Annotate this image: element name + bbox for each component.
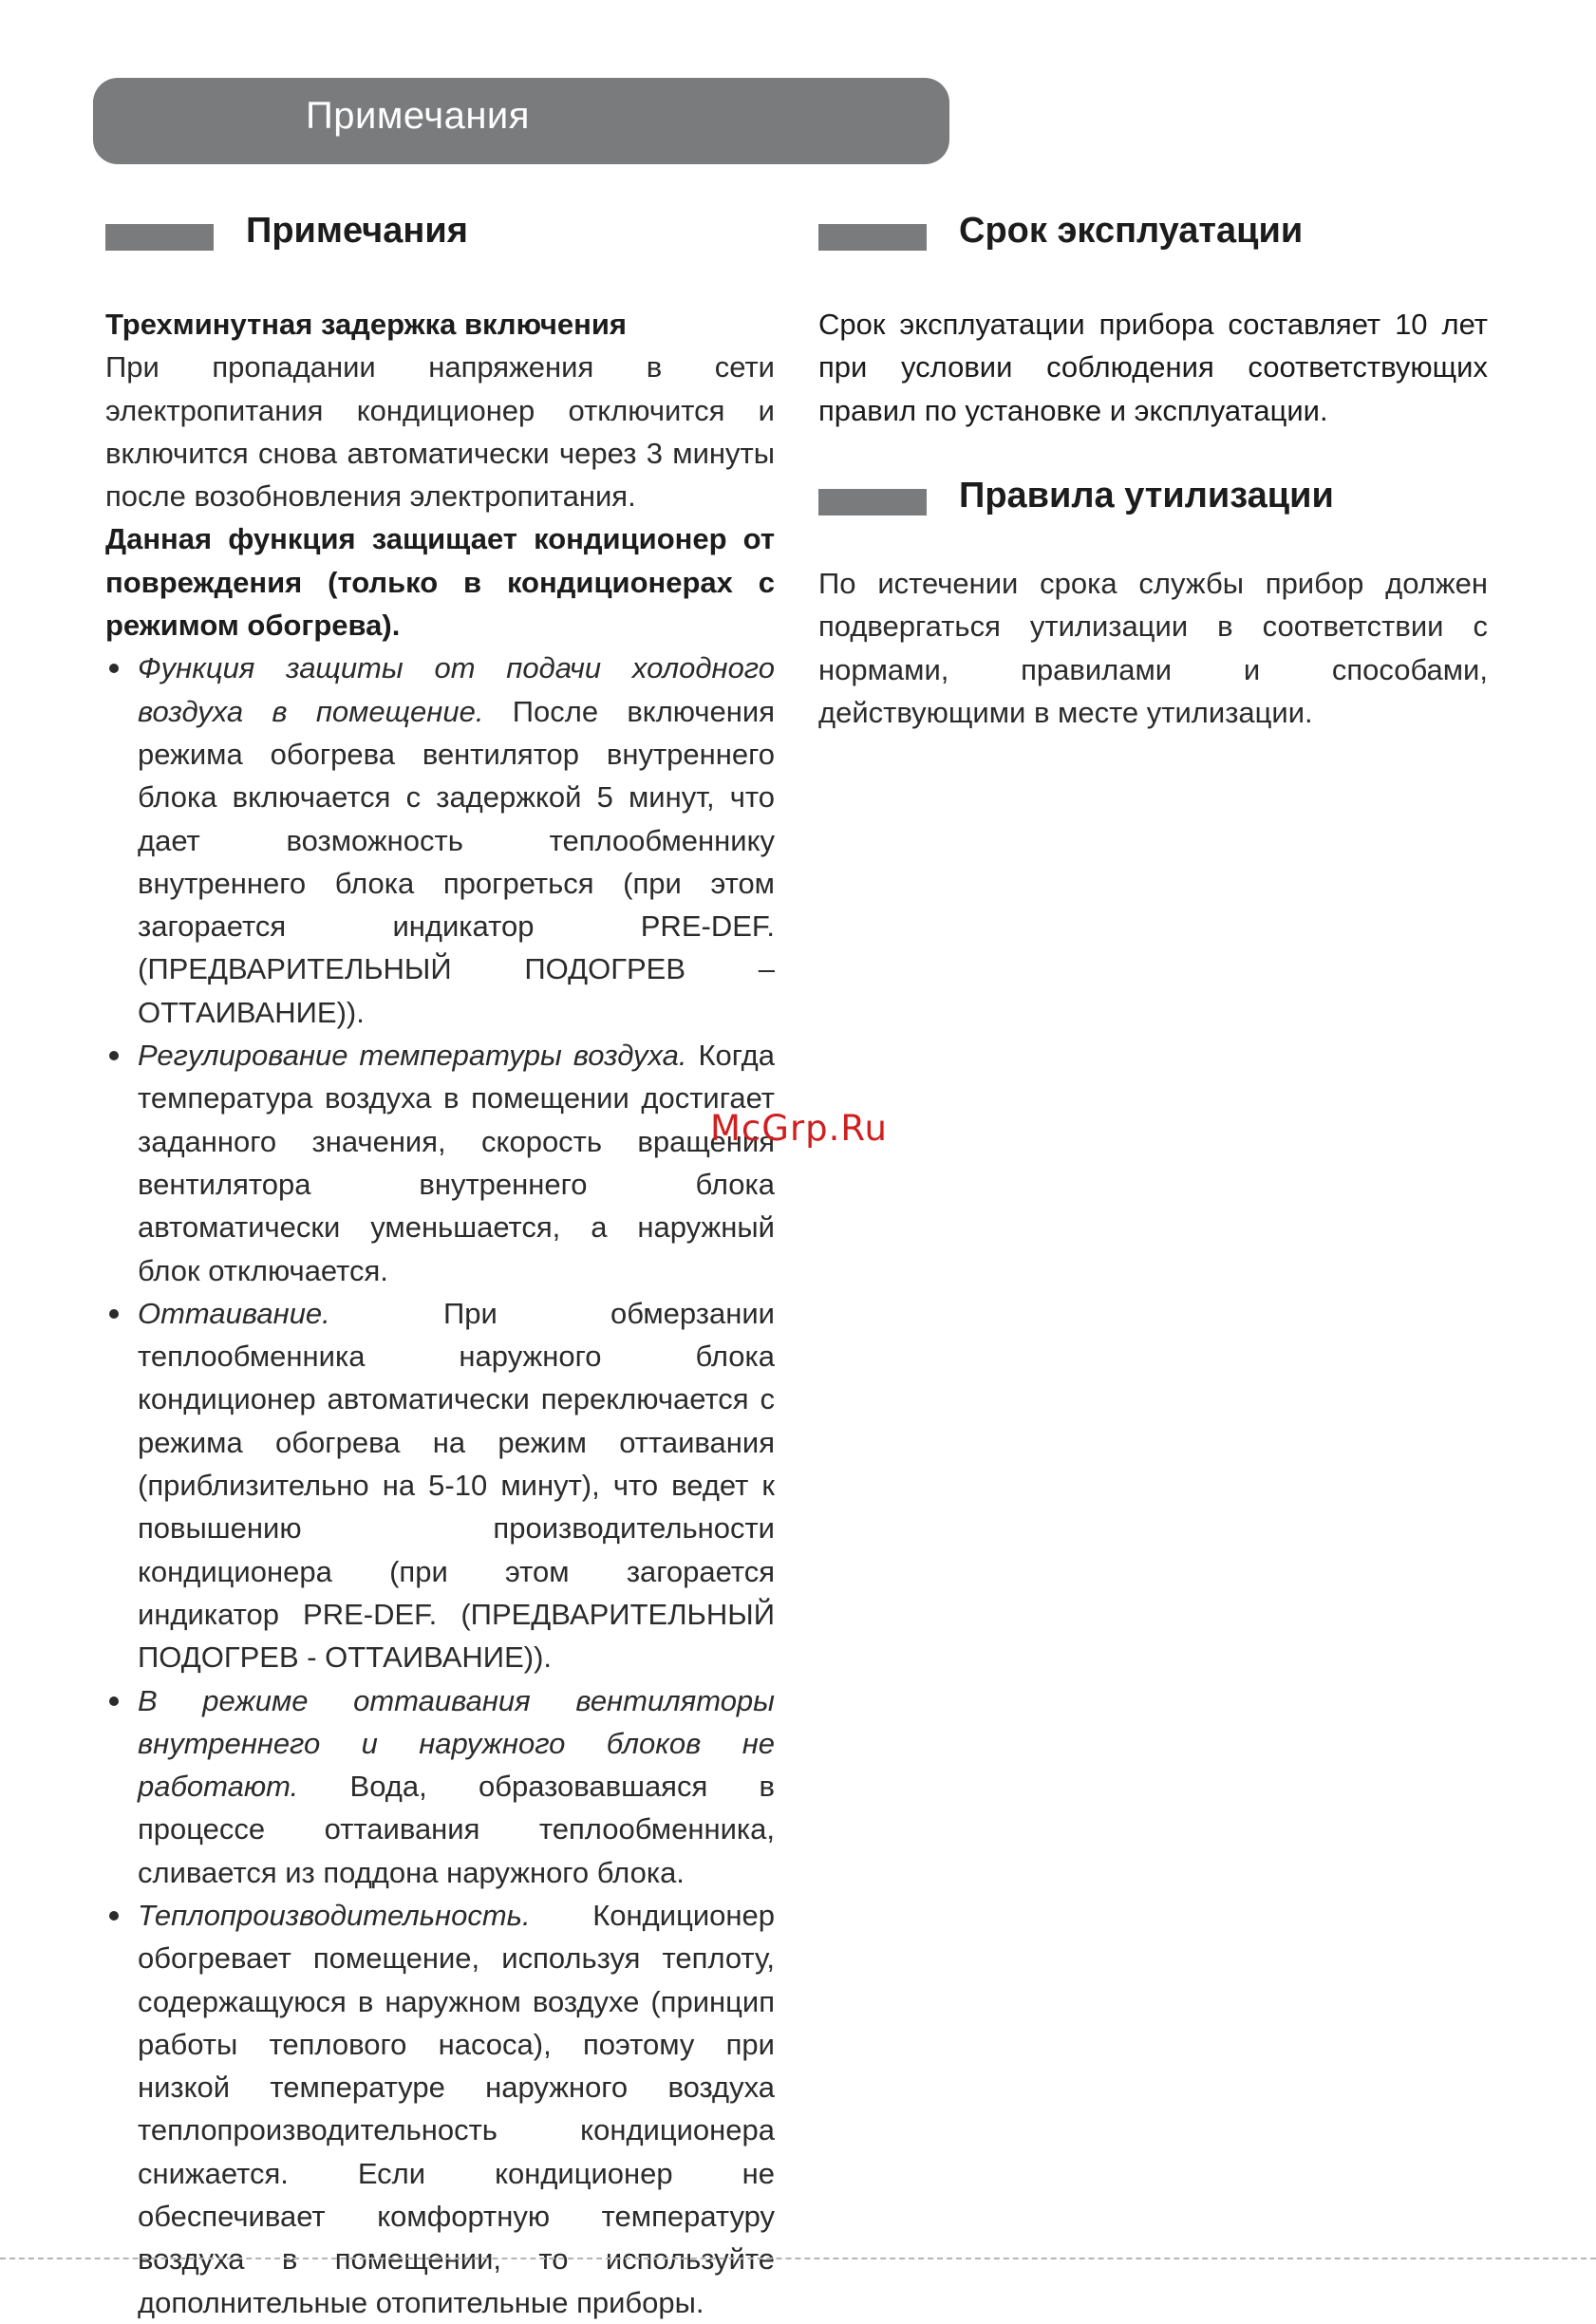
bullet-lead: Регулирование температуры воздуха. xyxy=(138,1039,687,1073)
section-heading-disposal xyxy=(818,476,1483,523)
list-item xyxy=(105,1292,775,1679)
heading-bar xyxy=(818,224,927,251)
heading-label: Срок эксплуатации xyxy=(959,211,1304,251)
list-item xyxy=(105,647,775,1034)
bullet-text: При обмерзании теплообменника наружного блока кондиционер автоматически переключается с режима обогрева на режим оттаивания (приблизительно на 5-10 минут), что ведет к повышению производительности кондиционера (при этом загорается индикатор PRE-DEF. (ПРЕДВАРИТЕЛЬНЫЙ ПОДОГРЕВ - ОТТАИВАНИЕ)). xyxy=(138,1296,775,1675)
bullet-text: После включения режима обогрева вентилятор внутреннего блока включается с задержкой 5 минут, что дает возможность теплообменнику внутреннего блока прогреться (при этом загорается индикатор PRE-DEF. (ПРЕДВАРИТЕЛЬНЫЙ ПОДОГРЕВ – ОТТАИВАНИЕ)). xyxy=(138,694,775,1029)
bold-note: Данная функция защищает кондиционер от повреждения (только в кондиционерах с режимом обогрева). xyxy=(105,522,775,643)
list-item xyxy=(105,1894,775,2324)
subheading-delay: Трехминутная задержка включения xyxy=(105,308,628,341)
service-life-paragraph: Срок эксплуатации прибора составляет 10 лет при условии соблюдения соответствующих правил по установке и эксплуатации. xyxy=(818,308,1488,427)
list-item xyxy=(105,1034,775,1292)
bullet-lead: В режиме оттаивания вентиляторы внутреннего и наружного блоков не работают. xyxy=(138,1683,775,1804)
section-heading-notes xyxy=(105,211,770,258)
intro-paragraph: При пропадании напряжения в сети электропитания кондиционер отключится и включится снова автоматически через 3 минуты после возобновления электропитания. xyxy=(105,350,775,514)
bullet-lead: Оттаивание. xyxy=(138,1296,330,1330)
disposal-paragraph: По истечении срока службы прибор должен подвергаться утилизации в соответствии с нормами, правилами и способами, действующими в месте утилизации. xyxy=(818,567,1488,729)
bullet-lead: Теплопроизводительность. xyxy=(138,1898,531,1932)
bullet-text: Вода, образовавшаяся в процессе оттаивания теплообменника, сливается из поддона наружного блока. xyxy=(138,1770,775,1889)
service-life-text xyxy=(818,303,1488,432)
bullet-text: Кондиционер обогревает помещение, используя теплоту, содержащуюся в наружном воздухе (принцип работы теплового насоса), поэтому при низкой температуре наружного воздуха теплопроизводительность кондиционера снижается. Если кондиционер не обеспечивает комфортную температуру воздуха в помещении, то используйте дополнительные отопительные приборы. xyxy=(138,1898,775,2319)
watermark: McGrp.Ru xyxy=(710,1108,888,1149)
header-banner xyxy=(93,78,949,164)
bullet-text: Когда температура воздуха в помещении достигает заданного значения, скорость вращения вентилятора внутреннего блока автоматически уменьшается, а наружный блок отключается. xyxy=(138,1039,775,1287)
left-column xyxy=(105,303,775,2324)
section-heading-service-life xyxy=(818,211,1483,258)
heading-bar xyxy=(818,489,927,515)
bottom-rule xyxy=(0,2258,1596,2259)
heading-bar xyxy=(105,224,214,251)
header-title: Примечания xyxy=(306,95,530,137)
list-item xyxy=(105,1679,775,1894)
disposal-text xyxy=(818,562,1488,734)
heading-label: Примечания xyxy=(246,211,468,251)
heading-label: Правила утилизации xyxy=(959,476,1334,515)
bullet-lead: Функция защиты от подачи холодного воздуха в помещение. xyxy=(138,651,775,728)
bullet-list xyxy=(105,647,775,2324)
